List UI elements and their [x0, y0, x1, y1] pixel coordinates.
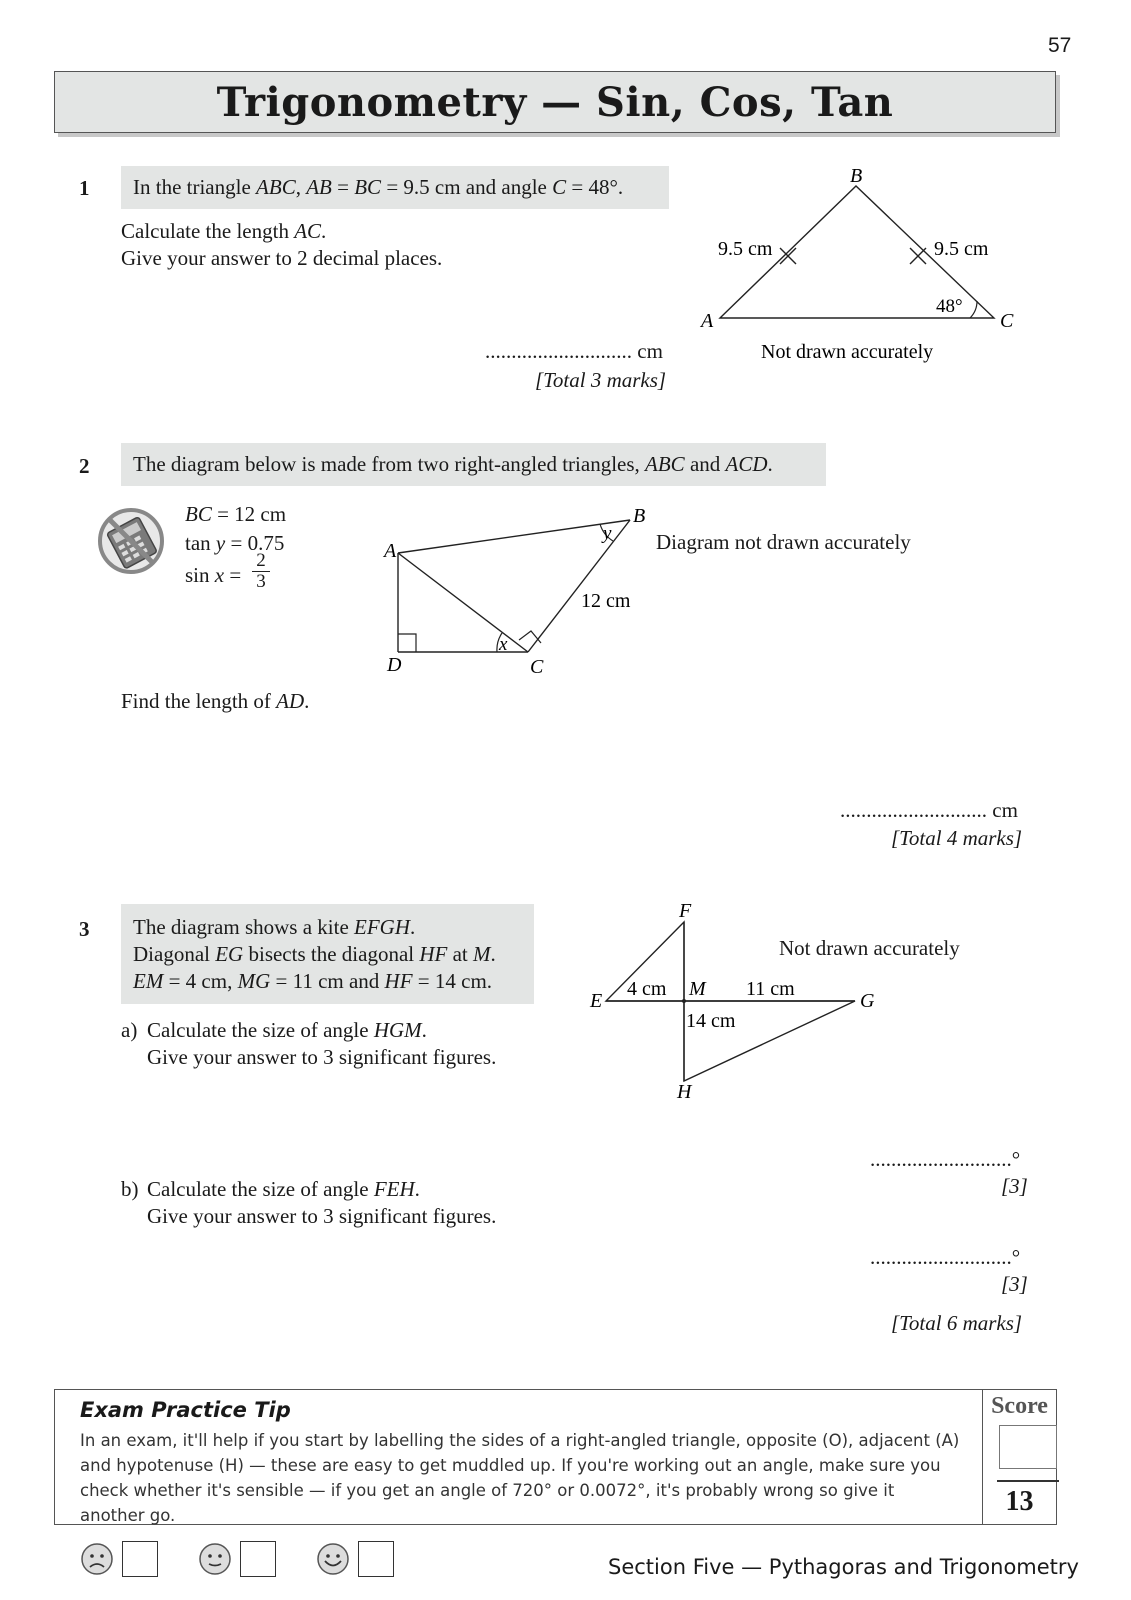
q2-label-a: A — [384, 540, 397, 562]
q3-text: at — [447, 942, 474, 966]
q3-text: The diagram shows a kite — [133, 915, 355, 939]
q1-angle-label: 48° — [936, 296, 963, 317]
section-footer: Section Five — Pythagoras and Trigonometry — [608, 1555, 1079, 1579]
q3-var-mg: MG — [237, 969, 271, 993]
q2-find: Find the length of — [121, 689, 277, 713]
question-1-answer-line[interactable]: ............................ cm — [485, 339, 663, 363]
score-divider — [997, 1480, 1059, 1482]
question-3-box — [121, 904, 534, 1004]
q1-var-bc: BC — [354, 175, 382, 199]
q2-label-d: D — [387, 654, 402, 676]
q1-text: , — [295, 175, 307, 199]
page-title-bar — [54, 71, 1056, 133]
q1-line: . — [321, 219, 327, 243]
q2-given: = 0.75 — [225, 531, 285, 555]
question-3-kite-diagram — [580, 895, 980, 1105]
q1-label-a: A — [701, 310, 714, 332]
q3a-text: Calculate the size of angle — [147, 1018, 374, 1042]
q3-var-m: M — [473, 942, 491, 966]
q3-var-em: EM — [133, 969, 164, 993]
q2-text: and — [684, 452, 726, 476]
q2-given: sin — [185, 563, 215, 587]
q2-var-bc: BC — [185, 502, 212, 526]
q2-find: . — [304, 689, 310, 713]
q3-label-g: G — [860, 990, 875, 1012]
q3-hf-label: 14 cm — [686, 1010, 736, 1032]
q1-var-ac: AC — [294, 219, 322, 243]
question-2-fraction — [252, 551, 270, 592]
q1-var-c: C — [552, 175, 567, 199]
q1-side-left-label: 9.5 cm — [718, 238, 773, 260]
question-1-box — [121, 166, 669, 209]
q1-label-c: C — [1000, 310, 1014, 332]
fraction-denominator: 3 — [252, 571, 270, 592]
q3-text: = 11 cm and — [270, 969, 385, 993]
happy-face-icon — [316, 1542, 350, 1576]
q3-text: Diagonal — [133, 942, 216, 966]
q1-line: Give your answer to 2 decimal places. — [121, 246, 443, 270]
question-1-instruction — [121, 218, 442, 272]
q2-label-b: B — [633, 505, 646, 527]
sad-face-icon — [80, 1542, 114, 1576]
question-3b-answer-line[interactable]: ...........................° — [870, 1245, 1021, 1269]
q2-var-x: x — [214, 563, 225, 587]
q3-mg-label: 11 cm — [746, 978, 795, 1000]
q3-em-label: 4 cm — [627, 978, 667, 1000]
q2-text: . — [767, 452, 773, 476]
q3-label-h: H — [677, 1081, 692, 1103]
score-label: Score — [991, 1393, 1048, 1419]
question-2-number: 2 — [79, 454, 90, 478]
page-title: Trigonometry — Sin, Cos, Tan — [216, 78, 894, 126]
q2-var-ad: AD — [276, 689, 305, 713]
q3-text: bisects the diagonal — [243, 942, 420, 966]
q1-text: In the triangle — [133, 175, 257, 199]
question-1-triangle-diagram — [690, 160, 1030, 375]
q2-var-acd: ACD — [725, 452, 768, 476]
page-number: 57 — [1048, 34, 1072, 57]
neutral-face-tick-box[interactable] — [240, 1541, 276, 1577]
question-1-number: 1 — [79, 176, 90, 200]
q2-angle-y: y — [603, 523, 612, 544]
q2-var-abc: ABC — [645, 452, 685, 476]
happy-face-tick-box[interactable] — [358, 1541, 394, 1577]
q1-text: = — [331, 175, 355, 199]
question-2-given-values — [185, 500, 286, 558]
question-2-box — [121, 443, 826, 486]
q3-var-hf: HF — [419, 942, 448, 966]
q3-label-m: M — [689, 978, 706, 1000]
q1-text: = 9.5 cm and angle — [381, 175, 553, 199]
q3-var-hf: HF — [384, 969, 413, 993]
score-total: 13 — [1005, 1486, 1034, 1517]
q2-given: = — [224, 563, 242, 587]
question-2-not-accurate-note: Diagram not drawn accurately — [656, 530, 911, 554]
question-2-given-sin — [185, 562, 241, 589]
q3a-text: Give your answer to 3 significant figures. — [147, 1045, 497, 1069]
q2-var-y: y — [215, 531, 226, 555]
q1-line: Calculate the length — [121, 219, 295, 243]
q3-var-efgh: EFGH — [354, 915, 411, 939]
q1-label-b: B — [850, 165, 863, 187]
question-2-answer-line[interactable]: ............................ cm — [840, 798, 1018, 822]
exam-tip-title: Exam Practice Tip — [80, 1398, 291, 1422]
exam-tip-text: In an exam, it'll help if you start by labelling the sides of a right-angled triangle, opposite (O), adjacent (A) and hypotenuse (H) — these are easy to get muddled up. If you're working out an angle, make sure you check whether it's sensible — if you get an angle of 720° or 0.0072°, it's probably wrong so give it another go. — [80, 1431, 960, 1525]
q3a-text: . — [421, 1018, 427, 1042]
q2-given: tan — [185, 531, 216, 555]
fraction-numerator: 2 — [256, 550, 266, 571]
question-2-instruction — [121, 688, 309, 715]
question-3a-label: a) — [121, 1018, 138, 1042]
question-3a-instruction — [147, 1017, 496, 1071]
q2-label-c: C — [530, 656, 544, 678]
q1-var-ab: AB — [306, 175, 332, 199]
no-calculator-icon — [96, 505, 168, 577]
q1-not-accurate-note: Not drawn accurately — [761, 341, 934, 363]
question-3a-marks: [3] — [1001, 1174, 1028, 1198]
question-3-number: 3 — [79, 917, 90, 941]
q3b-text: . — [414, 1177, 420, 1201]
q3-label-f: F — [679, 900, 692, 922]
question-3-not-accurate-note: Not drawn accurately — [779, 936, 960, 960]
sad-face-tick-box[interactable] — [122, 1541, 158, 1577]
q3-var-eg: EG — [215, 942, 244, 966]
q2-text: The diagram below is made from two right-angled triangles, — [133, 452, 646, 476]
q1-side-right-label: 9.5 cm — [934, 238, 989, 260]
q3-text: . — [410, 915, 416, 939]
q3b-text: Calculate the size of angle — [147, 1177, 374, 1201]
q2-angle-x: x — [499, 634, 508, 655]
question-2-marks: [Total 4 marks] — [891, 826, 1023, 850]
q1-var-abc: ABC — [256, 175, 296, 199]
question-3b-label: b) — [121, 1177, 139, 1201]
q3-text: = 4 cm, — [163, 969, 238, 993]
q2-side-label: 12 cm — [581, 590, 631, 612]
q2-given: = 12 cm — [211, 502, 287, 526]
question-3a-answer-line[interactable]: ...........................° — [870, 1147, 1021, 1171]
score-entry-box[interactable] — [999, 1425, 1057, 1469]
q3b-text: Give your answer to 3 significant figures. — [147, 1204, 497, 1228]
q3b-var-feh: FEH — [373, 1177, 415, 1201]
q1-text: = 48°. — [566, 175, 624, 199]
question-3-marks: [Total 6 marks] — [891, 1311, 1023, 1335]
neutral-face-icon — [198, 1542, 232, 1576]
question-3b-instruction — [147, 1176, 496, 1230]
question-2-triangles-diagram — [375, 500, 665, 685]
q3-label-e: E — [590, 990, 603, 1012]
question-3b-marks: [3] — [1001, 1272, 1028, 1296]
question-1-marks: [Total 3 marks] — [535, 368, 667, 392]
q3-text: . — [490, 942, 496, 966]
q3a-var-hgm: HGM — [373, 1018, 422, 1042]
q3-text: = 14 cm. — [412, 969, 493, 993]
